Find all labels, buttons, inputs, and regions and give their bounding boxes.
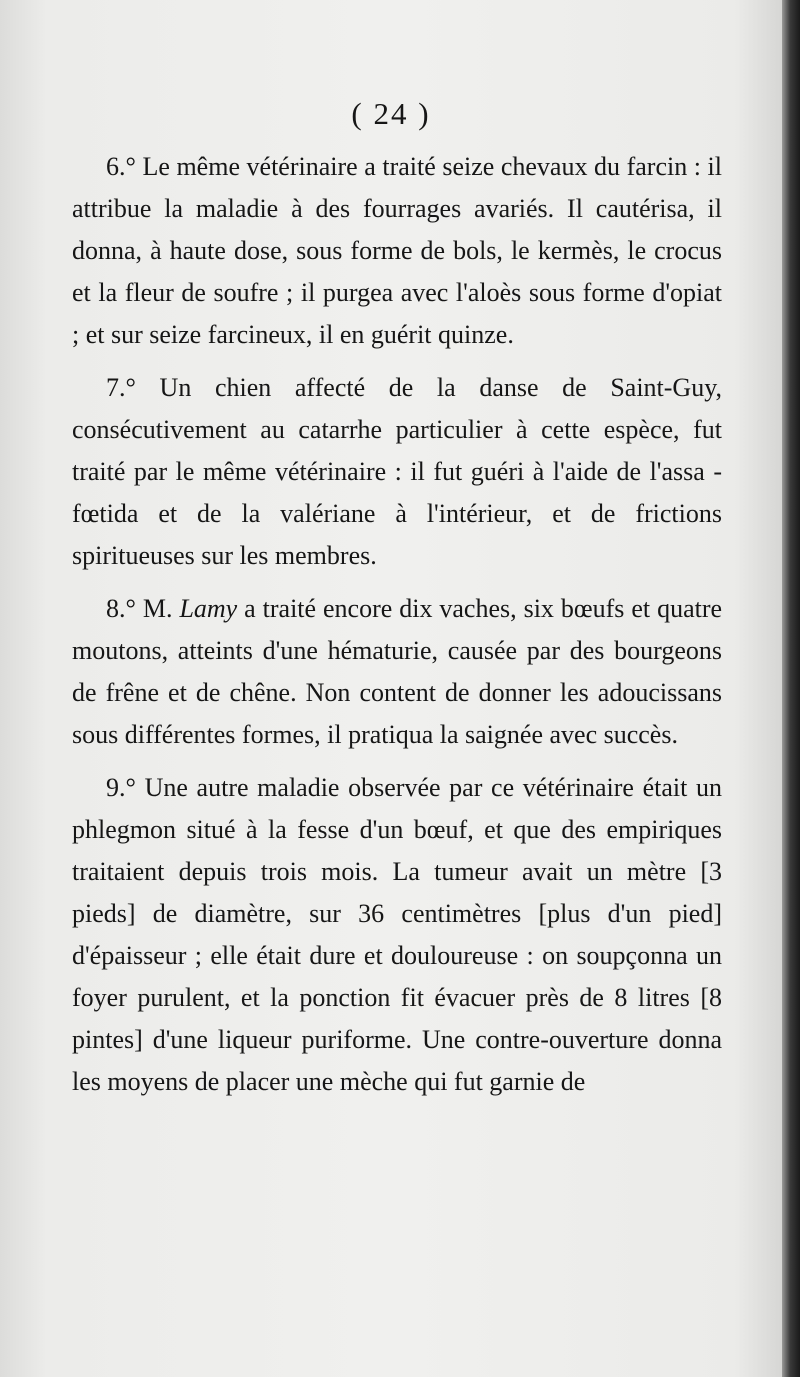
page-edge-shadow (782, 0, 800, 1377)
paragraph-text: Le même vétérinaire a traité seize chevaux du farcin : il attribue la maladie à des fourrages avariés. Il cautérisa, il donna, à haute dose, sous forme de bols, le kermès, le crocus et la fleur de soufre ; il purgea avec l'aloès sous forme d'opiat ; et sur seize farcineux, il en guérit quinze. (72, 152, 722, 349)
paragraph-number: 8.° (106, 594, 136, 623)
paragraph-text: a traité encore dix vaches, six bœufs et quatre moutons, atteints d'une hématurie, causée par des bourgeons de frêne et de chêne. Non content de donner les adoucissans sous différentes formes, il pratiqua la saignée avec succès. (72, 594, 723, 749)
paragraph-7 (72, 367, 722, 577)
name-prefix: M. (142, 594, 173, 623)
paragraph-text: Un chien affecté de la danse de Saint-Guy, consécutivement au catarrhe particulier à cette espèce, fut traité par le même vétérinaire : il fut guéri à l'aide de l'assa - fœtida et de la valériane à l'intérieur, et de frictions spiritueuses sur les membres. (72, 373, 723, 570)
paragraph-number: 7.° (106, 373, 136, 402)
paragraph-text: Une autre maladie observée par ce vétérinaire était un phlegmon situé à la fesse d'un bœuf, et que des empiriques traitaient depuis trois mois. La tumeur avait un mètre [3 pieds] de diamètre, sur 36 centimètres [plus d'un pied] d'épaisseur ; elle était dure et douloureuse : on soupçonna un foyer purulent, et la ponction fit évacuer près de 8 litres [8 pintes] d'une liqueur puriforme. Une contre-ouverture donna les moyens de placer une mèche qui fut garnie de (72, 773, 722, 1096)
paragraph-9 (72, 767, 722, 1103)
person-name: Lamy (179, 594, 238, 623)
paragraph-8 (72, 588, 722, 756)
paragraph-number: 9.° (106, 773, 136, 802)
paragraph-number: 6.° (106, 152, 136, 181)
paragraph-6 (72, 146, 722, 356)
page-number: ( 24 ) (351, 96, 431, 131)
page-body (72, 146, 722, 1114)
